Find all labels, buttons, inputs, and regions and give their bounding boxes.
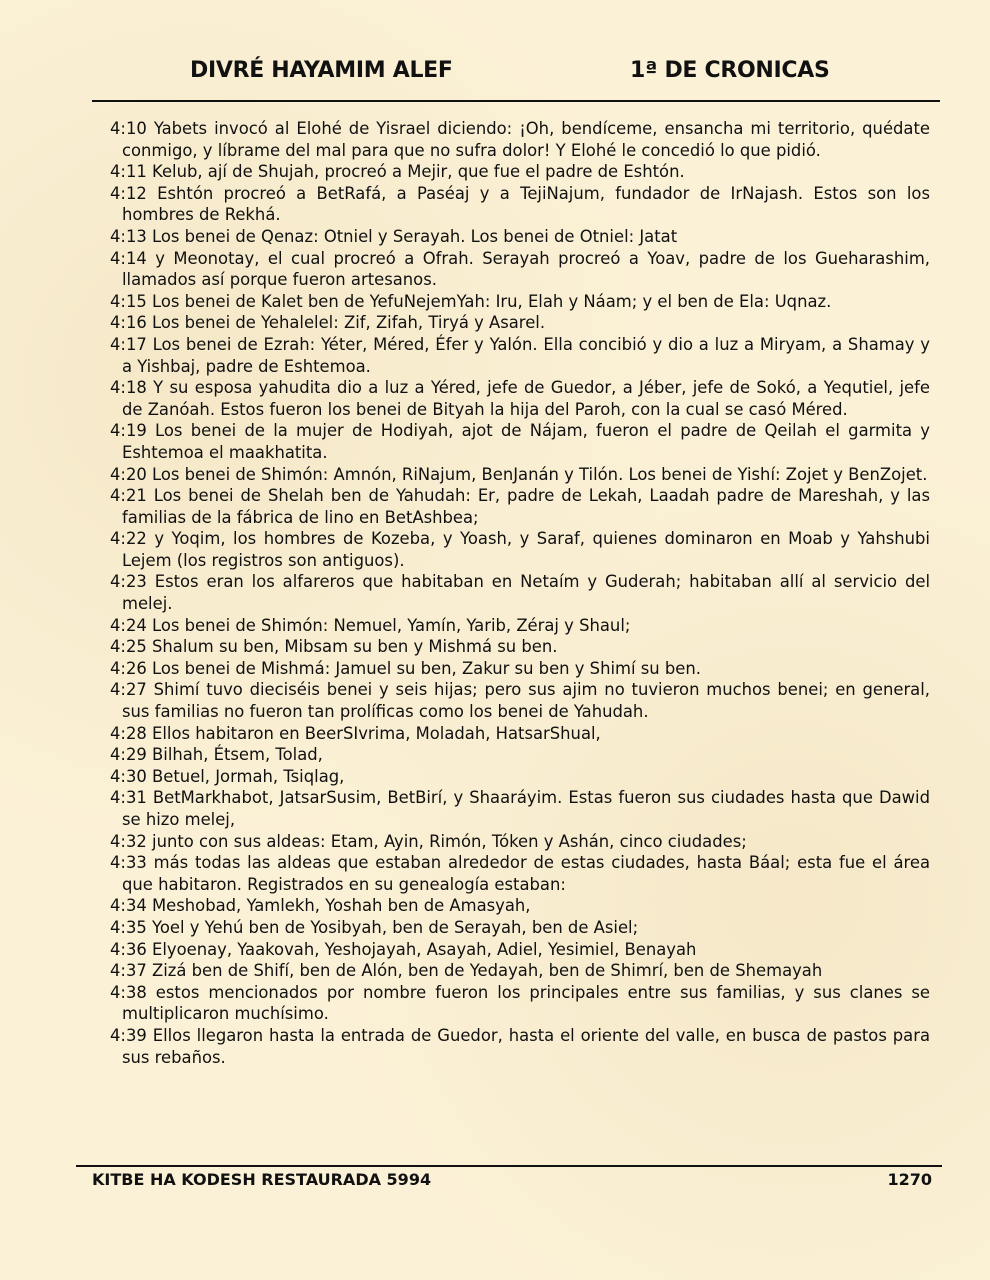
verse-4-31: 4:31 BetMarkhabot, JatsarSusim, BetBirí, y Shaaráyim. Estas fueron sus ciudades hasta que Dawid se hizo melej,: [110, 788, 930, 829]
verse-4-35: 4:35 Yoel y Yehú ben de Yosibyah, ben de Serayah, ben de Asiel;: [110, 917, 639, 937]
verse-4-14: 4:14 y Meonotay, el cual procreó a Ofrah. Serayah procreó a Yoav, padre de los Gueharashim, llamados así porque fueron artesanos.: [110, 248, 930, 290]
verse-4-23: 4:23 Estos eran los alfareros que habitaban en Netaím y Guderah; habitaban allí al servicio del melej.: [110, 572, 930, 614]
verse-4-34: 4:34 Meshobad, Yamlekh, Yoshah ben de Amasyah,: [110, 896, 531, 916]
verse-4-33: 4:33 más todas las aldeas que estaban alrededor de estas ciudades, hasta Báal; esta fue el área que habitaron. Registrados en su genealogía estaban:: [110, 853, 930, 894]
verse-4-22: 4:22 y Yoqim, los hombres de Kozeba, y Yoash, y Saraf, quienes dominaron en Moab y Yahshubi Lejem (los registros son antiguos).: [110, 529, 930, 570]
verse-4-13: 4:13 Los benei de Qenaz: Otniel y Serayah. Los benei de Otniel: Jatat: [110, 226, 678, 246]
book-title-hebrew: DIVRÉ HAYAMIM ALEF: [190, 58, 453, 83]
header-divider: [92, 100, 940, 102]
verse-4-11: 4:11 Kelub, ají de Shujah, procreó a Mejir, que fue el padre de Eshtón.: [110, 162, 685, 182]
verse-4-32: 4:32 junto con sus aldeas: Etam, Ayin, Rimón, Tóken y Ashán, cinco ciudades;: [110, 831, 747, 851]
verse-4-27: 4:27 Shimí tuvo dieciséis benei y seis hijas; pero sus ajim no tuvieron muchos benei; en general, sus familias no fueron tan prolíficas como los benei de Yahudah.: [110, 680, 930, 722]
verse-4-21: 4:21 Los benei de Shelah ben de Yahudah: Er, padre de Lekah, Laadah padre de Mareshah, y las familias de la fábrica de lino en BetAshbea;: [110, 486, 930, 527]
book-title-spanish: 1ª DE CRONICAS: [630, 58, 830, 83]
page-number: 1270: [887, 1170, 932, 1189]
verse-4-29: 4:29 Bilhah, Étsem, Tolad,: [110, 745, 323, 765]
verse-4-25: 4:25 Shalum su ben, Mibsam su ben y Mishmá su ben.: [110, 637, 558, 657]
verse-4-28: 4:28 Ellos habitaron en BeerSIvrima, Moladah, HatsarShual,: [110, 723, 601, 743]
verse-4-16: 4:16 Los benei de Yehalelel: Zif, Zifah, Tiryá y Asarel.: [110, 313, 546, 333]
verse-4-20: 4:20 Los benei de Shimón: Amnón, RiNajum, BenJanán y Tilón. Los benei de Yishí: Zojet y BenZojet.: [110, 464, 928, 484]
verse-4-30: 4:30 Betuel, Jormah, Tsiqlag,: [110, 766, 345, 786]
verse-4-15: 4:15 Los benei de Kalet ben de YefuNejemYah: Iru, Elah y Náam; y el ben de Ela: Uqnaz.: [110, 291, 832, 311]
verse-4-17: 4:17 Los benei de Ezrah: Yéter, Méred, Éfer y Yalón. Ella concibió y dio a luz a Miryam, a Shamay y a Yishbaj, padre de Eshtemoa.: [110, 334, 930, 376]
verse-4-10: 4:10 Yabets invocó al Elohé de Yisrael diciendo: ¡Oh, bendíceme, ensancha mi territorio, quédate conmigo, y líbrame del mal para que no sufra dolor! Y Elohé le concedió lo que pidió.: [110, 119, 930, 160]
verse-4-24: 4:24 Los benei de Shimón: Nemuel, Yamín, Yarib, Zéraj y Shaul;: [110, 615, 631, 635]
footer-divider: [76, 1165, 942, 1167]
verse-4-37: 4:37 Zizá ben de Shifí, ben de Alón, ben de Yedayah, ben de Shimrí, ben de Shemayah: [110, 961, 823, 981]
verse-4-39: 4:39 Ellos llegaron hasta la entrada de Guedor, hasta el oriente del valle, en busca de pastos para sus rebaños.: [110, 1025, 930, 1067]
verse-4-18: 4:18 Y su esposa yahudita dio a luz a Yéred, jefe de Guedor, a Jéber, jefe de Sokó, a Yequtiel, jefe de Zanóah. Estos fueron los benei de Bityah la hija del Paroh, con la cual se casó Méred.: [110, 378, 930, 419]
verse-4-12: 4:12 Eshtón procreó a BetRafá, a Paséaj y a TejiNajum, fundador de IrNajash. Estos son los hombres de Rekhá.: [110, 183, 930, 225]
verse-4-38: 4:38 estos mencionados por nombre fueron los principales entre sus familias, y sus clanes se multiplicaron muchísimo.: [110, 982, 930, 1024]
verse-4-26: 4:26 Los benei de Mishmá: Jamuel su ben, Zakur su ben y Shimí su ben.: [110, 658, 701, 678]
footer-publication: KITBE HA KODESH RESTAURADA 5994: [92, 1170, 432, 1189]
verse-list: [110, 118, 930, 1068]
page-header: [0, 58, 990, 94]
verse-4-19: 4:19 Los benei de la mujer de Hodiyah, ajot de Nájam, fueron el padre de Qeilah el garmita y Eshtemoa el maakhatita.: [110, 421, 930, 462]
verse-4-36: 4:36 Elyoenay, Yaakovah, Yeshojayah, Asayah, Adiel, Yesimiel, Benayah: [110, 939, 697, 959]
